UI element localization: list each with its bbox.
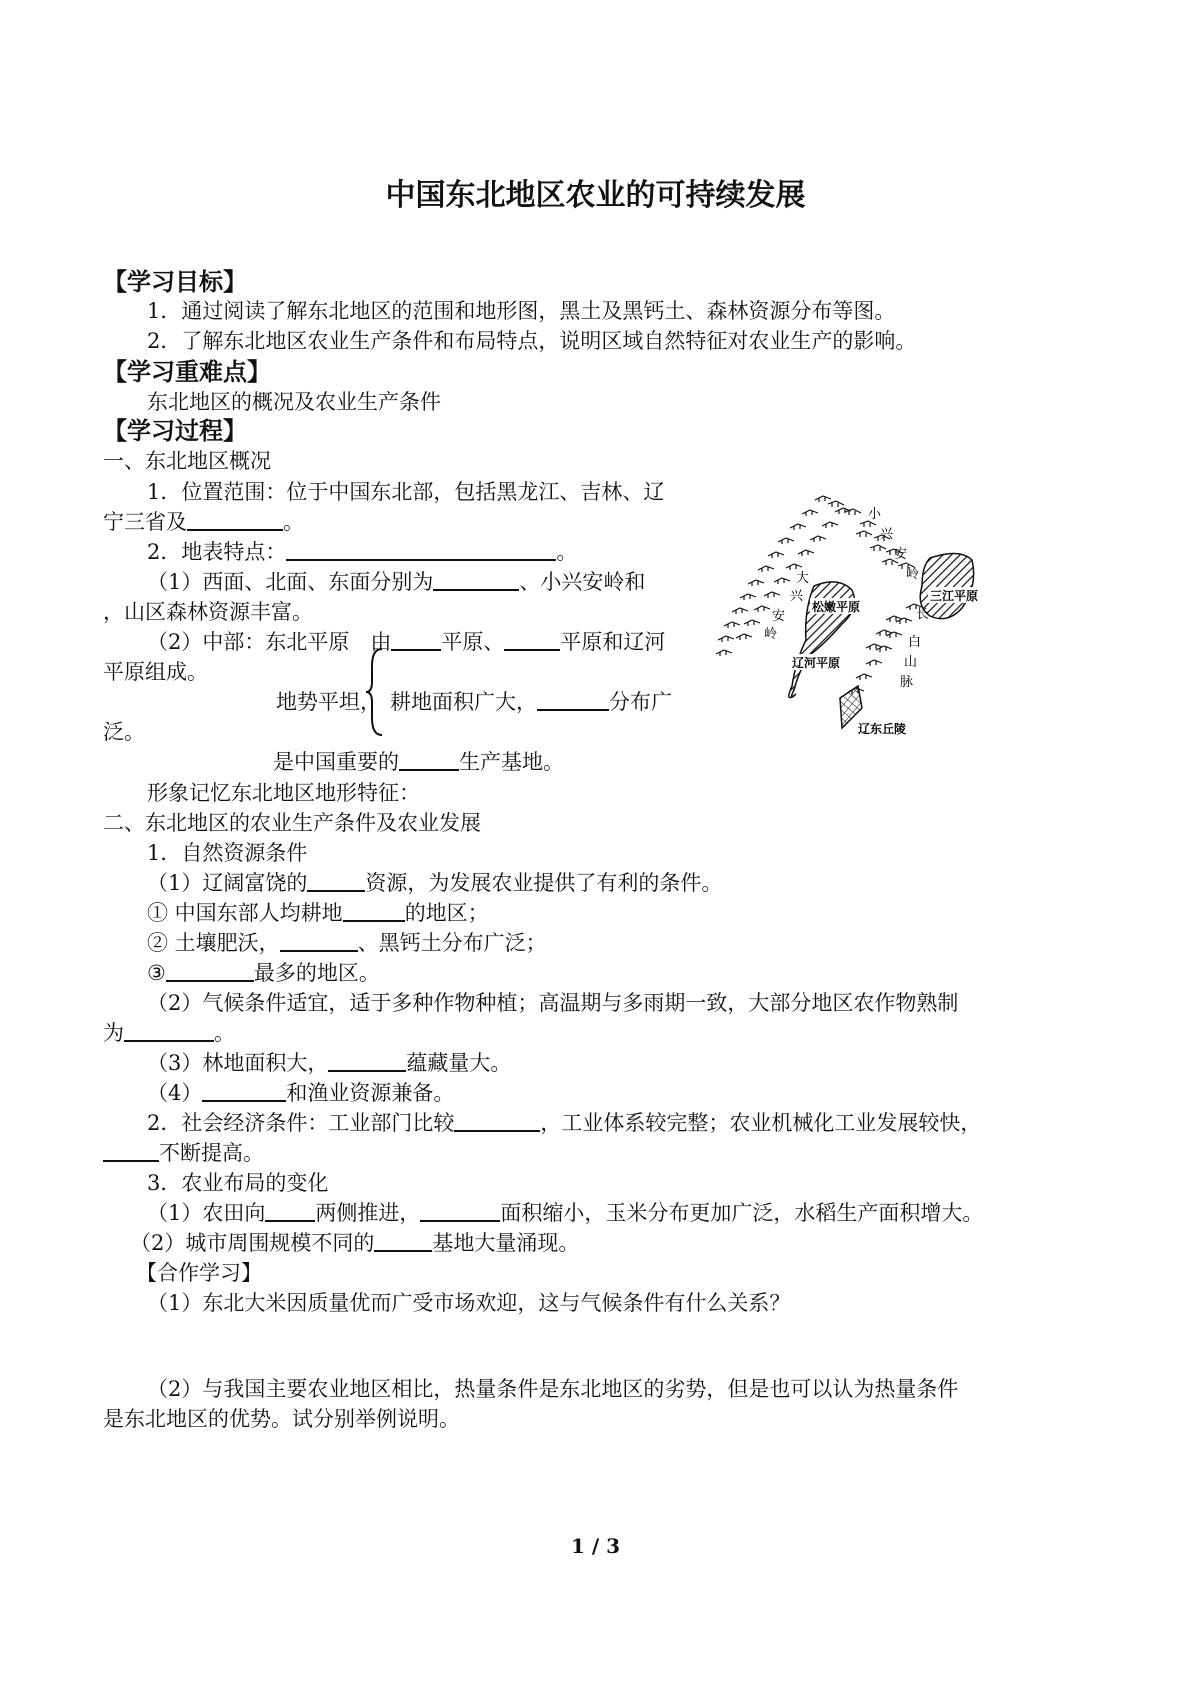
blank[interactable] <box>202 1080 286 1102</box>
fishery-line: （4） 和渔业资源兼备。 <box>147 1081 455 1105</box>
land-resources-line: （1）辽阔富饶的 资源，为发展农业提供了有利的条件。 <box>147 871 723 895</box>
changbai-char: 山 <box>904 655 918 670</box>
xiaoxing-char: 安 <box>894 547 908 562</box>
blank[interactable] <box>166 960 254 982</box>
changbai-char: 长 <box>916 607 930 622</box>
city-base-line: （2）城市周围规模不同的 基地大量涌现。 <box>130 1231 580 1255</box>
blank[interactable] <box>265 1200 315 1222</box>
heading-objectives: 【学习目标】 <box>103 268 247 296</box>
climate-line: （2）气候条件适宜，适于多种作物种植；高温期与多雨期一致，大部分地区农作物熟制 <box>147 991 959 1015</box>
location-line-2: 宁三省及 。 <box>103 510 304 534</box>
page-title: 中国东北地区农业的可持续发展 <box>385 178 806 213</box>
key-point-text: 东北地区的概况及农业生产条件 <box>147 390 441 414</box>
changbai-char: 脉 <box>900 675 914 690</box>
memory-line: 形象记忆东北地区地形特征： <box>147 781 420 805</box>
question-2: （2）与我国主要农业地区相比，热量条件是东北地区的劣势，但是也可以认为热量条件 <box>147 1377 959 1401</box>
flat-terrain-text: 地势平坦， <box>276 690 381 714</box>
blank[interactable] <box>433 569 519 591</box>
blank[interactable] <box>399 749 459 771</box>
blank[interactable] <box>187 509 283 531</box>
xiaoxing-char: 小 <box>868 507 882 522</box>
blank[interactable] <box>343 900 405 922</box>
daxing-char: 岭 <box>764 627 778 642</box>
question-1: （1）东北大米因质量优而广受市场欢迎，这与气候条件有什么关系？ <box>147 1291 791 1315</box>
natural-resources-heading: 1．自然资源条件 <box>147 841 308 865</box>
layout-change-heading: 3．农业布局的变化 <box>147 1171 329 1195</box>
section1-heading: 一、东北地区概况 <box>103 449 271 473</box>
objective-2: 2．了解东北地区农业生产条件和布局特点，说明区域自然特征对农业生产的影响。 <box>147 329 917 353</box>
blank[interactable] <box>420 1200 500 1222</box>
plain-line: （2）中部：东北平原 由 平原、 平原和辽河 <box>147 630 666 654</box>
daxing-char: 兴 <box>790 589 804 604</box>
location-line: 1．位置范围：位于中国东北部，包括黑龙江、吉林、辽 <box>147 480 665 504</box>
blank[interactable] <box>286 539 556 561</box>
blank[interactable] <box>124 1020 214 1042</box>
songnen-label: 松嫩平原 <box>812 600 861 614</box>
blank[interactable] <box>537 689 609 711</box>
farmland-expansion-line: （1）农田向 两侧推进， 面积缩小，玉米分布更加广泛，水稻生产面积增大。 <box>147 1201 984 1225</box>
socioeconomic-line: 2．社会经济条件：工业部门比较 ，工业体系较完整；农业机械化工业发展较快， <box>147 1111 982 1135</box>
blank[interactable] <box>307 870 365 892</box>
sanjiang-label: 三江平原 <box>930 589 979 603</box>
xiaoxing-char: 兴 <box>880 527 894 542</box>
objective-1: 1．通过阅读了解东北地区的范围和地形图，黑土及黑钙土、森林资源分布等图。 <box>147 299 896 323</box>
socioeconomic-line-2: 不断提高。 <box>103 1138 264 1168</box>
blank[interactable] <box>328 1050 406 1072</box>
climate-line-2: 为 。 <box>103 1021 235 1045</box>
heading-key-points: 【学习重难点】 <box>103 358 271 386</box>
xiaoxing-char: 岭 <box>906 567 920 582</box>
production-base-line: 是中国重要的 生产基地。 <box>273 750 564 774</box>
changbai-char: 白 <box>908 635 922 650</box>
liaohe-label: 辽河平原 <box>792 656 841 670</box>
question-2-line-2: 是东北地区的优势。试分别举例说明。 <box>103 1407 460 1431</box>
surface-line: 2．地表特点： 。 <box>147 540 578 564</box>
farmland-line: 耕地面积广大， 分布广 <box>390 690 672 714</box>
arable-land-line: ① 中国东部人均耕地 的地区； <box>147 901 489 925</box>
daxing-char: 安 <box>772 609 786 624</box>
section2-heading: 二、东北地区的农业生产条件及农业发展 <box>103 811 481 835</box>
daxing-char: 大 <box>796 571 810 586</box>
soil-line: ② 土壤肥沃， 、黑钙土分布广泛； <box>147 931 547 955</box>
plain-line-2: 平原组成。 <box>103 660 208 684</box>
mountains-line: （1）西面、北面、东面分别为 、小兴安岭和 <box>147 570 646 594</box>
forest-line: ，山区森林资源丰富。 <box>103 600 313 624</box>
page-number: 1 / 3 <box>570 1534 621 1558</box>
farmland-line-2: 泛。 <box>103 720 145 744</box>
blank[interactable] <box>454 1110 540 1132</box>
northeast-terrain-map <box>710 490 1010 750</box>
blank[interactable] <box>374 1230 432 1252</box>
blank[interactable] <box>103 1140 159 1162</box>
blank[interactable] <box>391 629 441 651</box>
cooperation-heading: 【合作学习】 <box>136 1261 262 1285</box>
forest-area-line: （3）林地面积大， 蕴藏量大。 <box>147 1051 512 1075</box>
blank[interactable] <box>504 629 560 651</box>
heading-process: 【学习过程】 <box>103 417 247 445</box>
liaodong-label: 辽东丘陵 <box>858 722 907 736</box>
blank[interactable] <box>280 930 358 952</box>
most-line: ③ 最多的地区。 <box>147 961 380 985</box>
